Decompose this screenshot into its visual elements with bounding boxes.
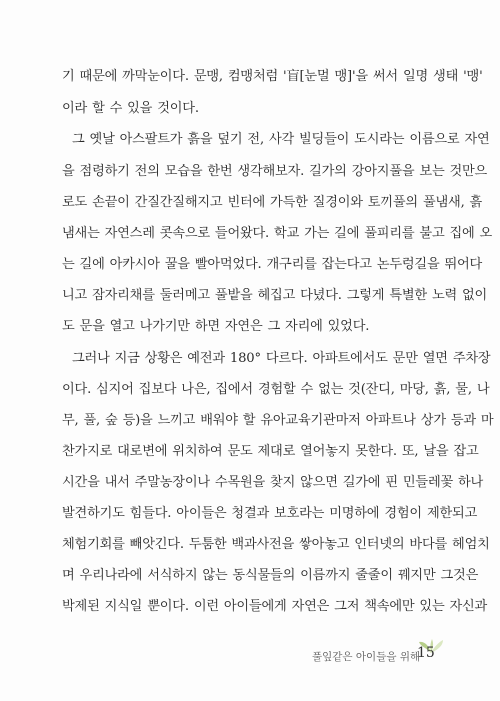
text-line: 냄새는 자연스레 콧속으로 들어왔다. 학교 가는 길에 풀피리를 불고 집에 오 [62,226,493,241]
text-line: 이라 할 수 있을 것이다. [62,101,199,116]
text-line: 로도 손끝이 간질간질해지고 빈터에 가득한 질경이와 토끼풀의 풀냄새, 흙 [62,195,483,210]
paragraph-start-line: 그 옛날 아스팔트가 흙을 덮기 전, 사각 빌딩들이 도시라는 이름으로 자연 [72,132,490,147]
text-line: 는 길에 아카시아 꿀을 빨아먹었다. 개구리를 잡는다고 논두렁길을 뛰어다 [62,257,483,272]
text-line: 무, 풀, 숲 등)을 느끼고 배워야 할 유아교육기관마저 아파트나 상가 등과 마 [62,413,494,428]
text-line: 도 문을 열고 나가기만 하면 자연은 그 자리에 있었다. [62,319,370,334]
text-line: 을 점령하기 전의 모습을 한번 생각해보자. 길가의 강아지풀을 보는 것만으 [62,164,488,179]
paragraph-start-line: 그러나 지금 상황은 예전과 180° 다르다. 아파트에서도 문만 열면 주차장 [72,351,491,366]
page-number: 15 [417,645,435,661]
text-line: 니고 잠자리채를 둘러메고 풀밭을 헤집고 다녔다. 그렇게 특별한 노력 없이 [62,288,488,303]
text-line: 이다. 심지어 집보다 나은, 집에서 경험할 수 없는 것(잔디, 마당, 흙, 물, 나 [62,382,490,397]
running-footer-title: 풀잎같은 아이들을 위해 [312,651,421,663]
text-line: 찬가지로 대로변에 위치하여 문도 제대로 열어놓지 못한다. 또, 날을 잡고 [62,444,479,459]
text-line: 박제된 지식일 뿐이다. 이런 아이들에게 자연은 그저 책속에만 있는 자신과 [62,599,488,614]
text-line: 기 때문에 까막눈이다. 문맹, 컴맹처럼 '盲[눈멀 맹]'을 써서 일명 생태 '맹' [62,69,483,84]
text-line: 체험기회를 빼앗긴다. 두툼한 백과사전을 쌓아놓고 인터넷의 바다를 헤엄치 [62,537,490,552]
text-line: 발견하기도 힘들다. 아이들은 청결과 보호라는 미명하에 경험이 제한되고 [62,506,478,521]
text-line: 며 우리나라에 서식하지 않는 동식물들의 이름까지 줄줄이 꿰지만 그것은 [62,568,479,583]
text-line: 시간을 내서 주말농장이나 수목원을 찾지 않으면 길가에 핀 민들레꽃 하나 [62,475,484,490]
